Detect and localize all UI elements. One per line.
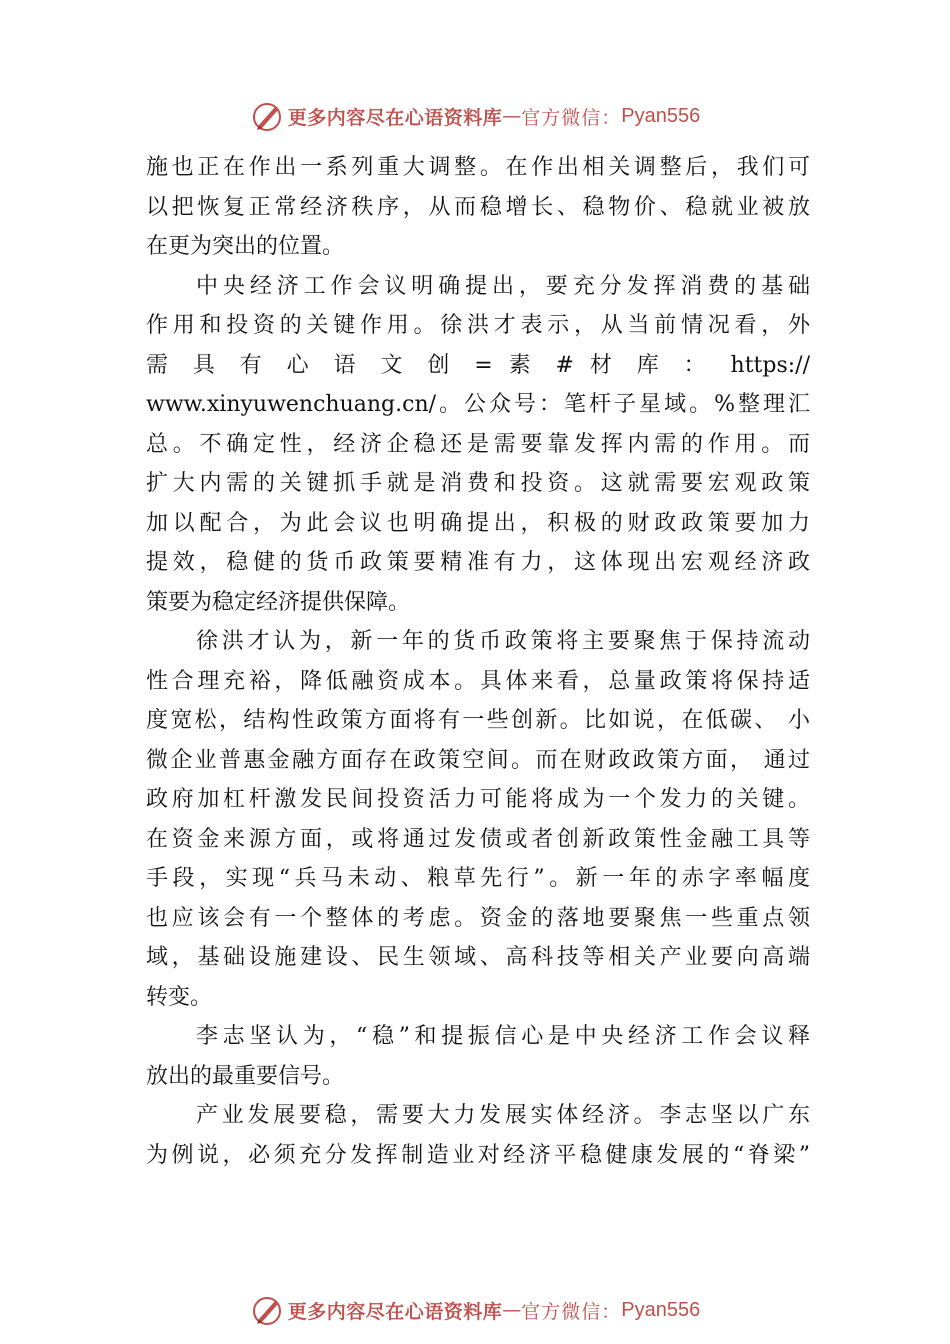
text-line: 微企业普惠金融方面存在政策空间。而在财政政策方面， 通过 <box>146 747 810 773</box>
text-line: 也应该会有一个整体的考虑。资金的落地要聚焦一些重点领 <box>146 905 810 931</box>
text-line: 在资金来源方面，或将通过发债或者创新政策性金融工具等 <box>146 826 810 852</box>
text-line: 徐洪才认为，新一年的货币政策将主要聚焦于保持流动 <box>196 629 810 654</box>
text-line: 度宽松，结构性政策方面将有一些创新。比如说，在低碳、 小 <box>146 708 810 733</box>
text-line: 作用和投资的关键作用。徐洪才表示，从当前情况看，外 <box>146 313 810 338</box>
text-line: 以把恢复正常经济秩序，从而稳增长、稳物价、稳就业被放 <box>146 194 810 220</box>
watermark-dash: — <box>502 105 522 127</box>
text-line: www.xinyuwenchuang.cn/。公众号：笔杆子星域。%整理汇 <box>146 392 810 417</box>
text-line: 需 具 有 心 语 文 创 = 素 # 材 库 ： https:// <box>146 352 810 378</box>
pen-logo-icon <box>250 1293 284 1327</box>
text-line: 放出的最重要信号。 <box>146 1063 345 1089</box>
text-line: 总。不确定性，经济企稳还是需要靠发挥内需的作用。而 <box>146 431 810 457</box>
pen-logo-icon <box>250 99 284 133</box>
text-line: 产业发展要稳，需要大力发展实体经济。李志坚以广东 <box>196 1103 810 1128</box>
body-text <box>146 148 810 1175</box>
text-line: 扩大内需的关键抓手就是消费和投资。这就需要宏观政策 <box>146 471 810 496</box>
text-line: 加以配合，为此会议也明确提出，积极的财政政策要加力 <box>146 510 810 536</box>
text-line: 策要为稳定经济提供保障。 <box>146 589 411 615</box>
watermark-wechat-label: 官方微信： <box>521 106 622 129</box>
watermark-wechat-label: 官方微信： <box>521 1300 622 1323</box>
watermark-wechat-id: Pyan556 <box>621 1298 701 1321</box>
text-line: 政府加杠杆激发民间投资活力可能将成为一个发力的关键。 <box>146 787 810 812</box>
watermark-title: 更多内容尽在心语资料库 <box>287 1300 503 1323</box>
text-line: 施也正在作出一系列重大调整。在作出相关调整后，我们可 <box>146 155 810 180</box>
text-line: 在更为突出的位置。 <box>146 234 345 259</box>
text-line: 域，基础设施建设、民生领域、高科技等相关产业要向高端 <box>146 945 810 970</box>
watermark-wechat-id: Pyan556 <box>621 104 701 127</box>
text-line: 手段，实现“兵马未动、粮草先行”。新一年的赤字率幅度 <box>146 866 810 891</box>
text-line: 性合理充裕，降低融资成本。具体来看，总量政策将保持适 <box>146 668 810 694</box>
watermark-title: 更多内容尽在心语资料库 <box>287 106 503 129</box>
text-line: 为例说，必须充分发挥制造业对经济平稳健康发展的“脊梁” <box>146 1142 810 1168</box>
watermark-footer <box>0 1290 950 1330</box>
watermark-header <box>0 96 950 136</box>
text-line: 转变。 <box>146 984 213 1010</box>
watermark-dash: — <box>502 1299 522 1321</box>
text-line: 中央经济工作会议明确提出，要充分发挥消费的基础 <box>196 273 810 299</box>
text-line: 提效，稳健的货币政策要精准有力，这体现出宏观经济政 <box>146 550 810 575</box>
text-line: 李志坚认为，“稳”和提振信心是中央经济工作会议释 <box>196 1024 810 1049</box>
